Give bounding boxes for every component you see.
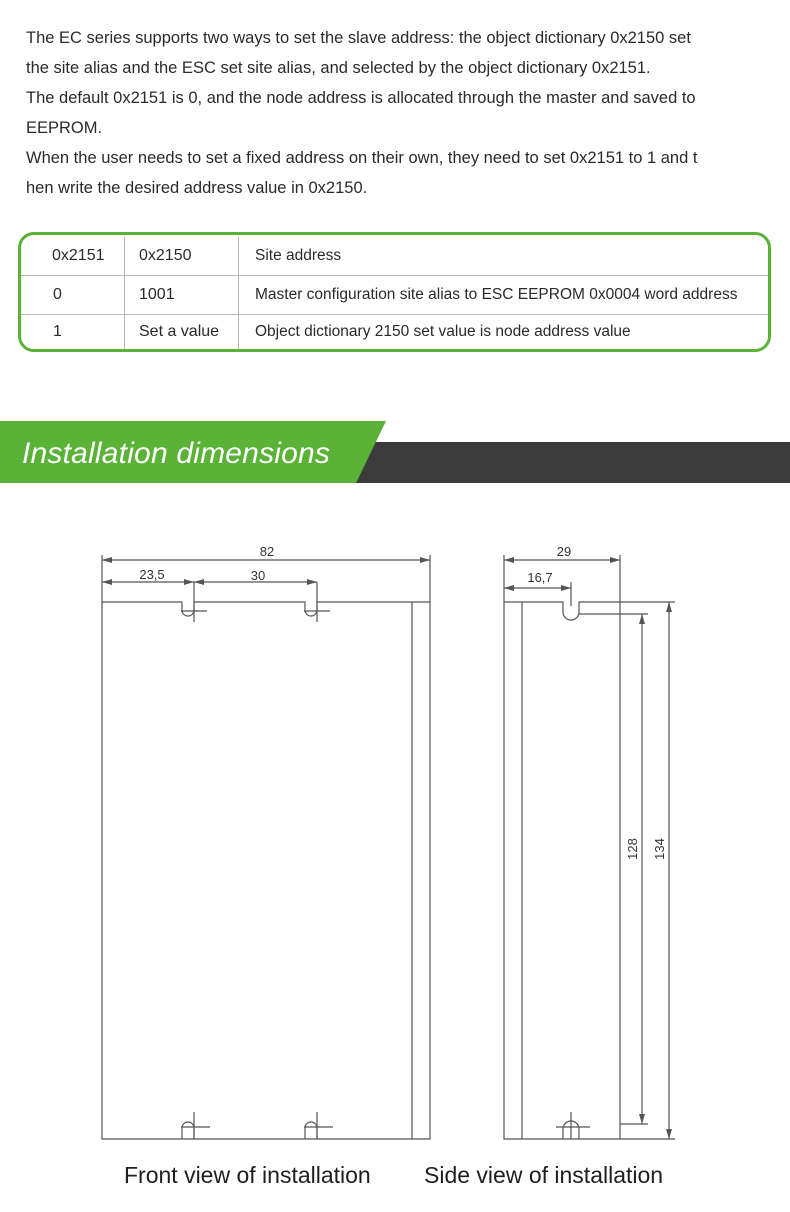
installation-drawing: [0, 490, 790, 1210]
section-banner-bar: [340, 442, 790, 483]
intro-paragraph-1: [26, 23, 766, 83]
intro-line: The EC series supports two ways to set the slave address: the object dictionary 0x2150 set: [26, 29, 691, 47]
table-row: [21, 313, 768, 351]
table-header-cell: 0x2150: [125, 237, 239, 275]
section-title: Installation dimensions: [22, 437, 331, 470]
table-cell: 0: [21, 276, 125, 314]
intro-line: The default 0x2151 is 0, and the node address is allocated through the master and saved to: [26, 89, 696, 107]
intro-line: the site alias and the ESC set site alias, and selected by the object dictionary 0x2151.: [26, 59, 651, 77]
dim-side-slot-offset: 16,7: [527, 570, 553, 585]
dim-side-depth: 29: [556, 544, 572, 559]
dim-front-width: 82: [259, 544, 275, 559]
dim-side-hole-height: 128: [625, 838, 640, 860]
intro-paragraph-2: [26, 83, 766, 143]
table-row: [21, 275, 768, 315]
table-cell: Master configuration site alias to ESC EEPROM 0x0004 word address: [255, 286, 738, 303]
intro-line: EEPROM.: [26, 119, 103, 137]
table-cell: 1: [21, 313, 125, 351]
intro-paragraph-3: [26, 143, 766, 203]
front-view-outline: [102, 602, 430, 1139]
table-header-cell: 0x2151: [21, 237, 125, 275]
table-header-row: [21, 237, 768, 275]
dim-front-hole-spacing: 30: [250, 568, 266, 583]
address-table: [18, 232, 771, 352]
front-view-caption: Front view of installation: [124, 1162, 371, 1188]
intro-line: When the user needs to set a fixed address on their own, they need to set 0x2151 to 1 and t: [26, 149, 698, 167]
table-cell: Set a value: [125, 313, 239, 351]
table-cell: Object dictionary 2150 set value is node address value: [255, 323, 631, 340]
table-cell: 1001: [125, 276, 239, 314]
intro-line: hen write the desired address value in 0x2150.: [26, 179, 368, 197]
dim-side-height: 134: [652, 838, 667, 860]
side-view-caption: Side view of installation: [424, 1162, 664, 1188]
dim-front-hole-offset: 23,5: [139, 567, 165, 582]
table-header-cell: Site address: [255, 247, 342, 264]
